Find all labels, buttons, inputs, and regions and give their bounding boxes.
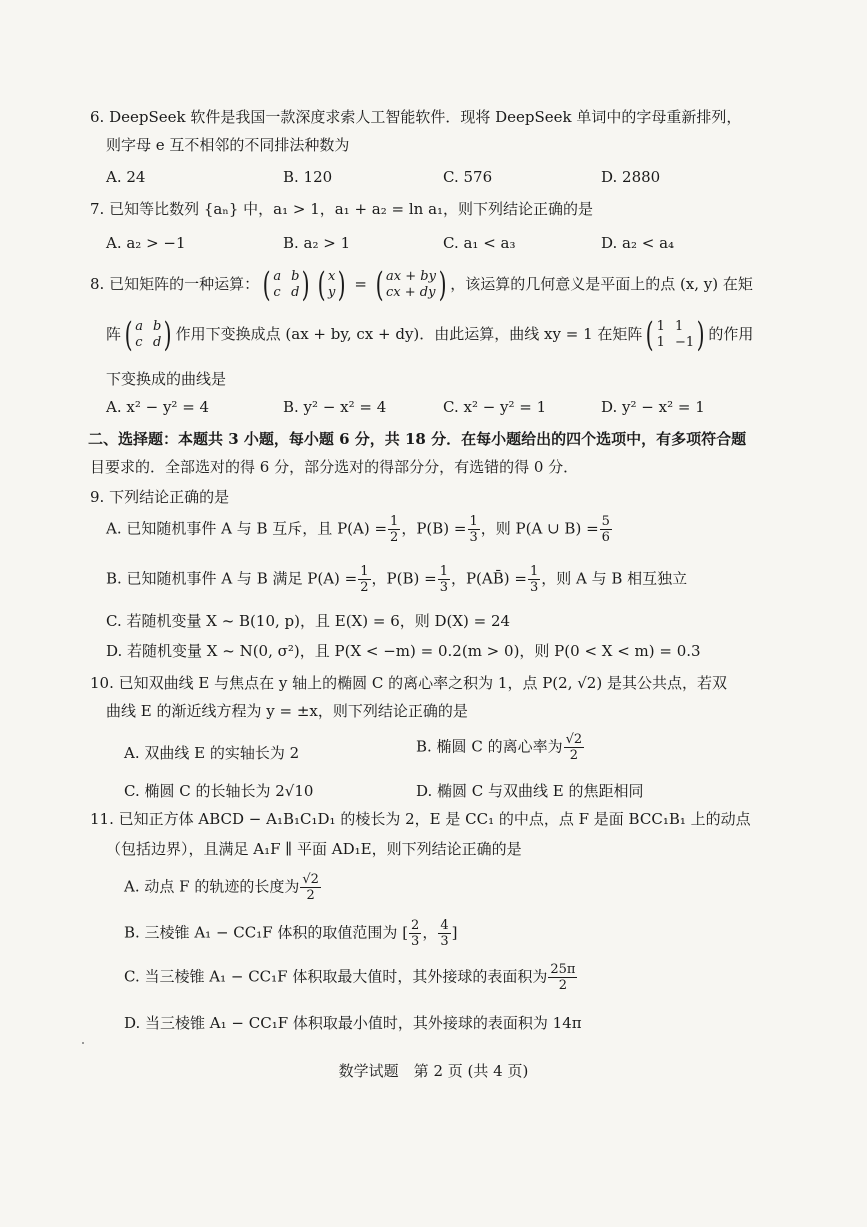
q9-option-b: B. 已知随机事件 A 与 B 满足 P(A) = $\frac{1}{2}$ ，P(B) = $\frac{1}{3}$ ，P(AB̄) = $\frac{1}{3}$ ，则 A 与 B 相互独立 bbox=[106, 564, 688, 595]
q8-text: ，该运算的几何意义是平面上的点 (x, y) 在矩 bbox=[450, 275, 753, 293]
section-2-line2: 目要求的．全部选对的得 6 分，部分选对的得部分分，有选错的得 0 分． bbox=[90, 458, 579, 476]
q8-text: 8. 已知矩阵的一种运算： bbox=[90, 275, 260, 293]
q8-text: 阵 bbox=[106, 325, 122, 343]
q11-option-a: A. 动点 F 的轨迹的长度为 $\frac{√2}{2}$ bbox=[124, 872, 319, 903]
q7-option-d: D. a₂ < a₄ bbox=[601, 234, 675, 252]
matrix-abcd: ( a b c d ) bbox=[124, 315, 172, 355]
q6-stem-line2: 则字母 e 互不相邻的不同排法种数为 bbox=[106, 136, 350, 154]
q8-text: 的作用 bbox=[708, 325, 754, 343]
q8-option-d: D. y² − x² = 1 bbox=[601, 398, 705, 416]
q6-option-c: C. 576 bbox=[443, 168, 493, 186]
q11-option-b: B. 三棱锥 A₁ − CC₁F 体积的取值范围为 [ $\frac{2}{3}$ ， $\frac{4}{3}$ ] bbox=[124, 918, 458, 949]
q10-option-b: B. 椭圆 C 的离心率为 $\frac{√2}{2}$ bbox=[416, 732, 583, 763]
q6-option-a: A. 24 bbox=[106, 168, 146, 186]
q7-option-c: C. a₁ < a₃ bbox=[443, 234, 516, 252]
fraction: $\frac{25\pi}{2}$ bbox=[550, 962, 576, 993]
q11-option-d: D. 当三棱锥 A₁ − CC₁F 体积取最小值时，其外接球的表面积为 14π bbox=[124, 1014, 582, 1032]
q9-stem: 9. 下列结论正确的是 bbox=[90, 488, 230, 506]
q8-option-c: C. x² − y² = 1 bbox=[443, 398, 547, 416]
vector-xy: ( x y ) bbox=[317, 265, 346, 305]
q8-stem-line3: 下变换成的曲线是 bbox=[106, 370, 227, 388]
q10-option-d: D. 椭圆 C 与双曲线 E 的焦距相同 bbox=[416, 782, 644, 800]
fraction: $\frac{√2}{2}$ bbox=[565, 732, 583, 763]
q6-stem-line1: 6. DeepSeek 软件是我国一款深度求索人工智能软件．现将 DeepSeek 单词中的字母重新排列， bbox=[90, 108, 742, 126]
q10-stem-line1: 10. 已知双曲线 E 与焦点在 y 轴上的椭圆 C 的离心率之积为 1，点 P(2, √2) 是其公共点，若双 bbox=[90, 674, 727, 692]
fraction: $\frac{5}{6}$ bbox=[601, 514, 610, 545]
q8-option-a: A. x² − y² = 4 bbox=[106, 398, 210, 416]
scan-speck bbox=[82, 1042, 84, 1044]
q7-option-b: B. a₂ > 1 bbox=[283, 234, 351, 252]
q8-text: 作用下变换成点 (ax + by, cx + dy)．由此运算，曲线 xy = 1 在矩阵 bbox=[175, 325, 643, 343]
fraction: $\frac{4}{3}$ bbox=[440, 918, 449, 949]
q7-option-a: A. a₂ > −1 bbox=[106, 234, 186, 252]
equals-sign: = bbox=[354, 275, 367, 293]
fraction: $\frac{1}{3}$ bbox=[469, 514, 478, 545]
q8-option-b: B. y² − x² = 4 bbox=[283, 398, 387, 416]
matrix-abcd: ( a b c d ) bbox=[262, 265, 311, 305]
q10-option-a: A. 双曲线 E 的实轴长为 2 bbox=[124, 744, 300, 762]
q9-option-d: D. 若随机变量 X ~ N(0, σ²)，且 P(X < −m) = 0.2(m > 0)，则 P(0 < X < m) = 0.3 bbox=[106, 642, 701, 660]
matrix-transform: ( 1 1 1 −1 ) bbox=[646, 315, 705, 355]
q10-option-c: C. 椭圆 C 的长轴长为 2√10 bbox=[124, 782, 314, 800]
q6-option-d: D. 2880 bbox=[601, 168, 661, 186]
vector-result: ( ax + by cx + dy ) bbox=[375, 265, 447, 305]
fraction: $\frac{1}{3}$ bbox=[529, 564, 539, 595]
q9-option-a: A. 已知随机事件 A 与 B 互斥，且 P(A) = $\frac{1}{2}$ ，P(B) = $\frac{1}{3}$ ，则 P(A ∪ B) = $\frac{5}{6}$ bbox=[106, 514, 610, 545]
fraction: $\frac{2}{3}$ bbox=[411, 918, 420, 949]
page-footer: 数学试题 第 2 页 (共 4 页) bbox=[338, 1062, 529, 1080]
q11-stem-line2: （包括边界），且满足 A₁F ∥ 平面 AD₁E，则下列结论正确的是 bbox=[106, 840, 522, 858]
q9-option-c: C. 若随机变量 X ~ B(10, p)，且 E(X) = 6，则 D(X) = 24 bbox=[106, 612, 511, 630]
q11-stem-line1: 11. 已知正方体 ABCD − A₁B₁C₁D₁ 的棱长为 2，E 是 CC₁ 的中点，点 F 是面 BCC₁B₁ 上的动点 bbox=[90, 810, 751, 828]
q11-option-c: C. 当三棱锥 A₁ − CC₁F 体积取最大值时，其外接球的表面积为 $\frac{25\pi}{2}$ bbox=[124, 962, 576, 993]
fraction: $\frac{√2}{2}$ bbox=[302, 872, 319, 903]
section-2-line1: 二、选择题：本题共 3 小题，每小题 6 分，共 18 分．在每小题给出的四个选项中，有多项符合题 bbox=[88, 430, 747, 448]
fraction: $\frac{1}{3}$ bbox=[439, 564, 448, 595]
q10-stem-line2: 曲线 E 的渐近线方程为 y = ±x，则下列结论正确的是 bbox=[106, 702, 468, 720]
q8-stem-line2 bbox=[106, 315, 754, 355]
fraction: $\frac{1}{2}$ bbox=[390, 514, 399, 545]
q6-option-b: B. 120 bbox=[283, 168, 333, 186]
q8-stem-line1 bbox=[90, 265, 753, 305]
q7-stem: 7. 已知等比数列 {aₙ} 中，a₁ > 1，a₁ + a₂ = ln a₁，则下列结论正确的是 bbox=[90, 200, 594, 218]
fraction: $\frac{1}{2}$ bbox=[360, 564, 369, 595]
